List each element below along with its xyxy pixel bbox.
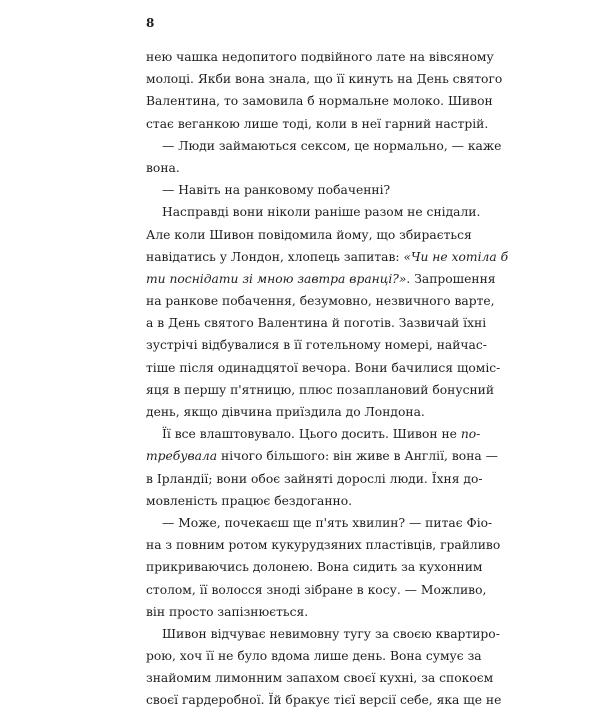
italic-span: по-	[460, 427, 481, 442]
text-line	[146, 268, 496, 290]
italic-span: требувала	[146, 449, 218, 464]
text-line: своєї гардеробної. Їй бракує тієї версії себе, яка ще не	[146, 693, 502, 708]
text-line: нею чашка недопитого подвійного лате на вівсяному	[146, 50, 494, 64]
text-line: вона.	[146, 160, 180, 175]
text-line: а в День святого Валентина й поготів. Зазвичай їхні	[146, 316, 487, 331]
text-line: на ранкове побачення, безумовно, незвичного варте,	[146, 294, 495, 309]
text-line: прикриваючись долонею. Вона сидить за кухонним	[146, 560, 483, 575]
text-line: — Навіть на ранковому побаченні?	[162, 183, 391, 198]
text-line: день, якщо дівчина приїздила до Лондона.	[146, 405, 425, 419]
text-line	[146, 246, 509, 268]
page-number: 8	[146, 16, 155, 30]
text-line: він просто запізнюється.	[146, 604, 309, 619]
text-line	[146, 445, 498, 467]
text-span: нічого більшого: він живе в Англії, вона —	[217, 449, 498, 464]
text-span: навідатись у Лондон, хлопець запитав:	[146, 249, 404, 264]
text-line: мовленість працює бездоганно.	[146, 493, 353, 508]
italic-span: «Чи не хотіла б	[403, 249, 509, 264]
text-line: зустрічі відбувалися в її готельному номері, найчас-	[146, 338, 487, 353]
text-line: стає веганкою лише тоді, коли в неї гарний настрій.	[146, 116, 489, 131]
text-line: Але коли Шивон повідомила йому, що збирається	[146, 227, 472, 242]
text-line: молоці. Якби вона знала, що її кинуть на День святого	[146, 72, 503, 87]
text-line: яця в першу п'ятницю, плюс позаплановий бонусний	[146, 382, 495, 397]
text-line	[146, 423, 481, 445]
text-line: Валентина, то замовила б нормальне молоко. Шивон	[146, 94, 493, 109]
text-line: в Ірландії; вони обоє зайняті дорослі люди. Їхня до-	[146, 471, 483, 486]
text-line: Насправді вони ніколи раніше разом не снідали.	[162, 205, 481, 220]
body-text	[146, 46, 509, 712]
text-span: Її все влаштовувало. Цього досить. Шивон не	[162, 427, 461, 442]
text-line: знайомим лимонним запахом своєї кухні, за спокоєм	[146, 671, 494, 686]
text-line: на з повним ротом кукурудзяних пластівців, грайливо	[146, 538, 501, 553]
text-line: рою, хоч її не було вдома лише день. Вона сумує за	[146, 649, 482, 664]
text-line: — Люди займаються сексом, це нормально, — каже	[162, 138, 502, 153]
text-line: столом, її волосся зноді зібране в косу. — Можливо,	[146, 582, 487, 597]
text-line: — Може, почекаєш ще п'ять хвилин? — питає Фіо-	[162, 515, 493, 530]
italic-span: ти поснідати зі мною завтра вранці?»	[146, 271, 407, 286]
text-line: Шивон відчуває невимовну тугу за своєю квартиро-	[162, 626, 500, 641]
text-span: . Запрошення	[406, 271, 496, 286]
text-line: тіше після одинадцятої вечора. Вони бачилися щоміс-	[146, 360, 501, 375]
